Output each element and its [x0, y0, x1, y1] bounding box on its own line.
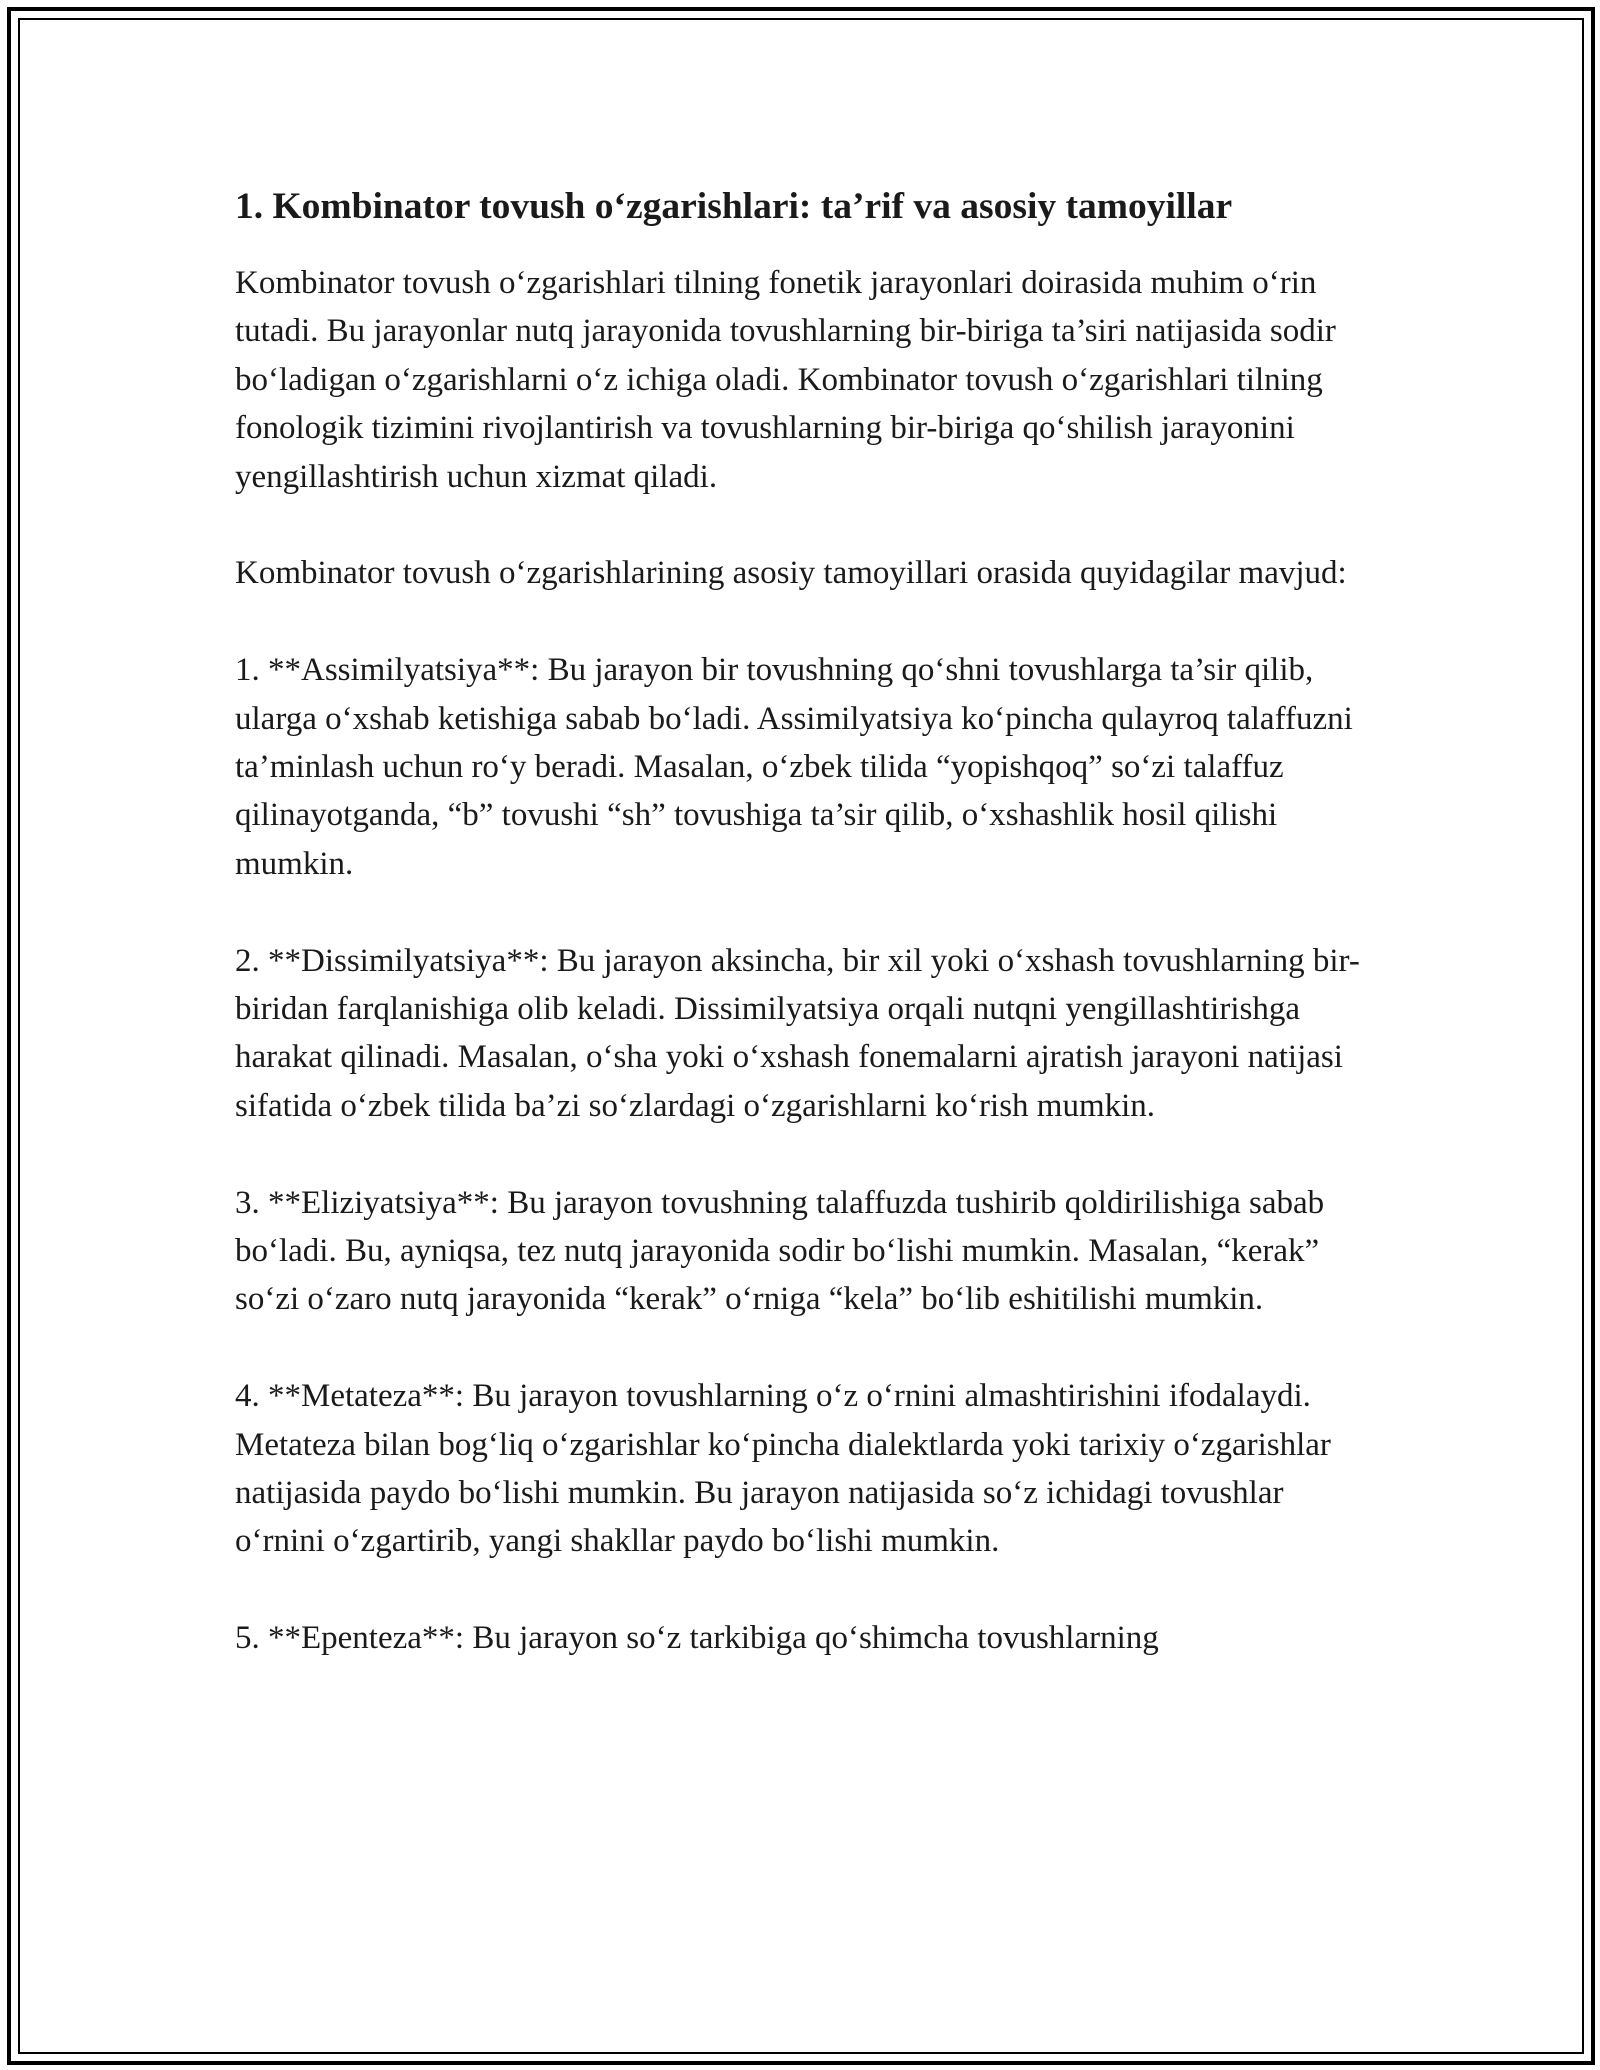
paragraph-elision: 3. **Eliziyatsiya**: Bu jarayon tovushning talaffuzda tushirib qoldirilishiga sabab bo‘ladi. Bu, ayniqsa, tez nutq jarayonida sodir bo‘lishi mumkin. Masalan, “kerak” so‘zi o‘zaro nutq jarayonida “kerak” o‘rniga “kela” bo‘lib eshitilishi mumkin.	[235, 1184, 1325, 1318]
paragraph-principles-lead: Kombinator tovush o‘zgarishlarining asosiy tamoyillari orasida quyidagilar mavjud:	[235, 555, 1347, 592]
document-page	[235, 185, 1365, 1711]
section-heading: 1. Kombinator tovush o‘zgarishlari: ta’rif va asosiy tamoyillar	[235, 186, 1233, 227]
paragraph-assimilation: 1. **Assimilyatsiya**: Bu jarayon bir tovushning qo‘shni tovushlarga ta’sir qilib, ularga o‘xshab ketishiga sabab bo‘ladi. Assimilyatsiya ko‘pincha qulayroq talaffuzni ta’minlash uchun ro‘y beradi. Masalan, o‘zbek tilida “yopishqoq” so‘zi talaffuz qilinayotganda, “b” tovushi “sh” tovushiga ta’sir qilib, o‘xshashlik hosil qilishi mumkin.	[235, 652, 1353, 882]
paragraph-metathesis: 4. **Metateza**: Bu jarayon tovushlarning o‘z o‘rnini almashtirishini ifodalaydi. Metateza bilan bog‘liq o‘zgarishlar ko‘pincha dialektlarda yoki tarixiy o‘zgarishlar natijasida paydo bo‘lishi mumkin. Bu jarayon natijasida so‘z ichidagi tovushlar o‘rnini o‘zgartirib, yangi shakllar paydo bo‘lishi mumkin.	[235, 1378, 1331, 1560]
paragraph-epenthesis: 5. **Epenteza**: Bu jarayon so‘z tarkibiga qo‘shimcha tovushlarning	[235, 1620, 1159, 1657]
paragraph-intro: Kombinator tovush o‘zgarishlari tilning fonetik jarayonlari doirasida muhim o‘rin tutadi. Bu jarayonlar nutq jarayonida tovushlarning bir-biriga ta’siri natijasida sodir bo‘ladigan o‘zgarishlarni o‘z ichiga oladi. Kombinator tovush o‘zgarishlari tilning fonologik tizimini rivojlantirish va tovushlarning bir-biriga qo‘shilish jarayonini yengillashtirish uchun xizmat qiladi.	[235, 265, 1336, 495]
paragraph-dissimilation: 2. **Dissimilyatsiya**: Bu jarayon aksincha, bir xil yoki o‘xshash tovushlarning bir-biridan farqlanishiga olib keladi. Dissimilyatsiya orqali nutqni yengillashtirishga harakat qilinadi. Masalan, o‘sha yoki o‘xshash fonemalarni ajratish jarayoni natijasi sifatida o‘zbek tilida ba’zi so‘zlardagi o‘zgarishlarni ko‘rish mumkin.	[235, 942, 1360, 1124]
